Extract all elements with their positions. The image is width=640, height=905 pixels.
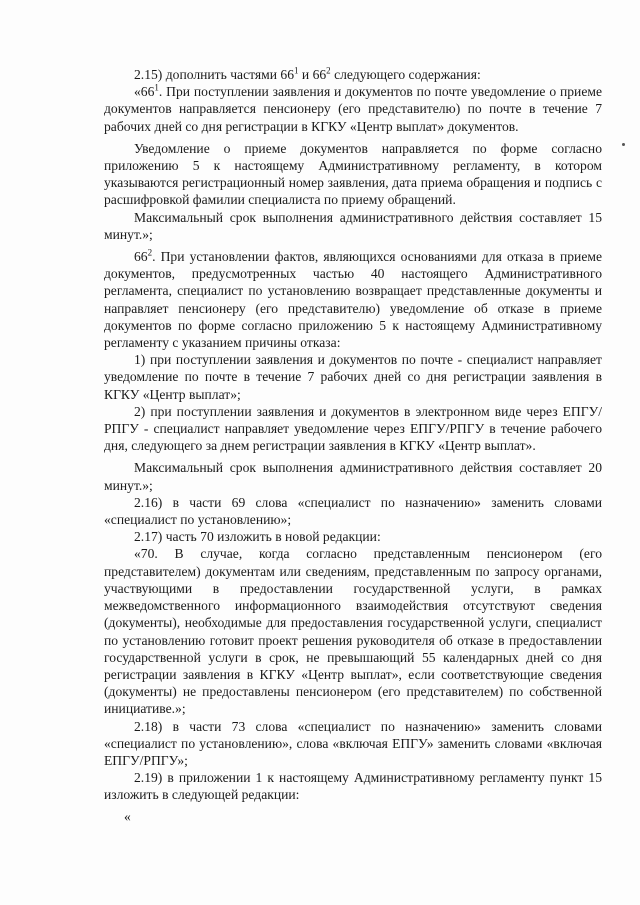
paragraph-text: . При поступлении заявления и документов по почте уведомление о приеме документов направляется пенсионеру (его представителю) по почте в течение 7 рабочих дней со дня регистрации в КГКУ «Центр выплат» документов. — [104, 84, 602, 134]
superscript: 2 — [326, 65, 331, 76]
paragraph-item-2: 2) при поступлении заявления и документов в электронном виде через ЕПГУ/РПГУ - специалист направляет уведомление через ЕПГУ/РПГУ в течение рабочего дня, следующего за днем регистрации заявления в КГКУ «Центр выплат». — [104, 403, 602, 454]
paragraph-max-time-20: Максимальный срок выполнения административного действия составляет 20 минут.»; — [104, 460, 602, 493]
paragraph-2-19: 2.19) в приложении 1 к настоящему Административному регламенту пункт 15 изложить в следующей редакции: — [104, 770, 602, 803]
paragraph-item-1: 1) при поступлении заявления и документов по почте - специалист направляет уведомление по почте в течение 7 рабочих дней со дня регистрации заявления в КГКУ «Центр выплат»; — [104, 352, 602, 402]
superscript: 1 — [294, 65, 299, 76]
superscript: 1 — [154, 82, 159, 93]
paragraph-text: . При установлении фактов, являющихся основаниями для отказа в приеме документов, предусмотренных частью 40 настоящего Административного регламента, специалист по установлению возвращает представленные документы и направляет пенсионеру (его представителю) уведомление об отказе в приеме документов по форме согласно приложению 5 к настоящему Административному регламенту с указанием причины отказа: — [104, 249, 602, 351]
paragraph-2-18: 2.18) в части 73 слова «специалист по назначению» заменить словами «специалист по установлению», слова «включая ЕПГУ» заменить словами «включая ЕПГУ/РПГУ»; — [104, 718, 602, 768]
paragraph-notification-form: Уведомление о приеме документов направляется по форме согласно приложению 5 к настоящему Административному регламенту, в котором указываются регистрационный номер заявления, дата приема обращения и подпись с расшифровкой фамилии специалиста по приему обращений. — [104, 140, 602, 208]
item-number: 2.15) — [134, 67, 163, 82]
superscript: 2 — [147, 247, 153, 258]
paragraph-text: и 66 — [298, 67, 327, 82]
scan-speck — [622, 143, 625, 146]
paragraph-2-15 — [104, 66, 602, 83]
paragraph-2-16: 2.16) в части 69 слова «специалист по назначению» заменить словами «специалист по установлению»; — [104, 494, 602, 528]
paragraph-lead: «66 — [134, 84, 155, 100]
paragraph-66-2 — [104, 248, 602, 351]
paragraph-70: «70. В случае, когда согласно представленным пенсионером (его представителем) документам или сведениям, представленным по запросу органами, участвующими в предоставлении государственной услуги, в рамках межведомственного информационного взаимодействия отсутствуют сведения (документы), необходимые для предоставления государственной услуги, специалист по установлению готовит проект решения руководителя об отказе в предоставлении государственной услуги в срок, не превышающий 55 календарных дней со дня регистрации заявления в КГКУ «Центр выплат», если соответствующие сведения (документы) не предоставлены пенсионером (его представителем) по собственной инициативе.»; — [104, 546, 602, 717]
paragraph-lead: 66 — [134, 249, 148, 265]
paragraph-2-17: 2.17) часть 70 изложить в новой редакции: — [134, 529, 381, 545]
document-body — [104, 66, 602, 825]
paragraph-max-time-15: Максимальный срок выполнения административного действия составляет 15 минут.»; — [104, 209, 602, 242]
opening-quote: « — [124, 808, 131, 824]
paragraph-text: дополнить частями 66 — [162, 67, 294, 82]
paragraph-66-1 — [104, 83, 602, 135]
paragraph-text: следующего содержания: — [330, 67, 481, 82]
